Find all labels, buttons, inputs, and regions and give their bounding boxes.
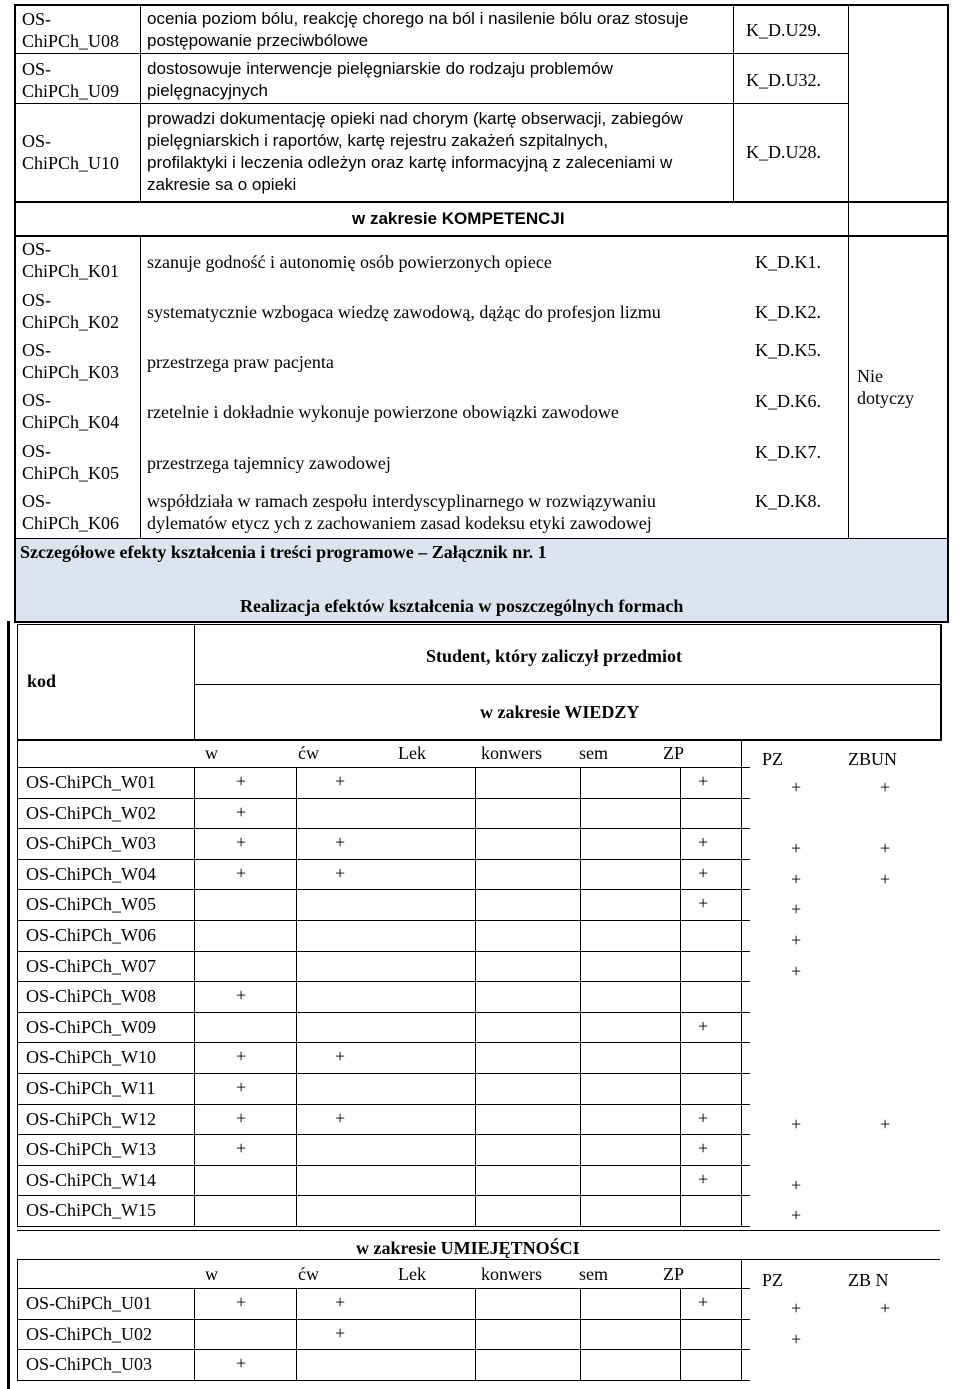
- ref-k04: K_D.K6.: [755, 391, 821, 411]
- w-grid-col-line: [475, 859, 476, 890]
- w-grid-col-line: [475, 798, 476, 829]
- u-grid-mark: +: [236, 1292, 247, 1312]
- ref-k01: K_D.K1.: [755, 252, 821, 272]
- realization-title: Realizacja efektów kształcenia w poszczególnych formach: [240, 596, 684, 616]
- w-grid-row-code: OS-ChiPCh_W06: [26, 925, 157, 945]
- w-grid-col-line: [194, 859, 195, 890]
- w-grid-col-line: [680, 889, 681, 920]
- w-grid-row-line: [17, 798, 750, 799]
- w-grid-col-line: [580, 859, 581, 890]
- code-k04: OS- ChiPCh_K04: [22, 390, 120, 432]
- u-grid-col-header: ZP: [663, 1264, 685, 1284]
- w-grid-col-line: [296, 1012, 297, 1043]
- w-grid-col-line: [194, 1042, 195, 1073]
- u-grid-col-line: [194, 1319, 195, 1350]
- w-grid-row-line: [17, 981, 750, 982]
- w-grid-row-line: [17, 920, 750, 921]
- w-grid-row-line: [17, 1042, 750, 1043]
- outcome-k06-text: współdziała w ramach zespołu interdyscyplinarnego w rozwiązywaniu dylematów etycz ych z zachowaniem zasad kodeksu etyki zawodowej: [147, 491, 656, 533]
- w-grid-col-line: [296, 920, 297, 951]
- w-grid-col-line: [194, 1012, 195, 1043]
- ref-k03: K_D.K5.: [755, 340, 821, 360]
- w-grid-mark: +: [236, 862, 247, 883]
- w-grid-col-line: [194, 889, 195, 920]
- w-grid-col-line: [680, 1165, 681, 1196]
- w-grid-row-line: [17, 951, 750, 952]
- w-grid-mark: +: [791, 899, 802, 920]
- w-grid-col-line: [580, 1073, 581, 1104]
- ref-u10: K_D.U28.: [746, 142, 821, 162]
- w-grid-col-line: [475, 1104, 476, 1135]
- w-grid-mark: +: [880, 777, 891, 797]
- u-grid-col-line: [580, 1288, 581, 1319]
- w-grid-col-header: ZBUN: [848, 749, 897, 769]
- w-grid-col-line: [194, 981, 195, 1012]
- code-k03: OS- ChiPCh_K03: [22, 340, 120, 382]
- w-grid-mark: +: [698, 893, 709, 914]
- w-grid-col-line: [680, 859, 681, 890]
- w-grid-col-line: [580, 1104, 581, 1135]
- u-heading-top-line: [17, 1230, 940, 1231]
- w-grid-col-line: [580, 1134, 581, 1165]
- u-grid-mark: +: [880, 1298, 891, 1318]
- w-grid-row-code: OS-ChiPCh_W08: [26, 986, 157, 1007]
- w-grid-col-line: [194, 798, 195, 829]
- w-grid-col-line: [296, 859, 297, 890]
- u-grid-row-line: [17, 1319, 750, 1320]
- w-grid-col-line: [296, 1042, 297, 1073]
- w-grid-col-line: [580, 889, 581, 920]
- w-grid-row-line: [17, 1073, 750, 1074]
- w-grid-col-line: [580, 1042, 581, 1073]
- w-grid-mark: +: [236, 1107, 247, 1128]
- w-grid-col-line: [475, 1012, 476, 1043]
- w-grid-col-line: [475, 1195, 476, 1226]
- w-grid-col-header: konwers: [481, 743, 542, 763]
- w-grid-mark: +: [698, 1138, 709, 1159]
- outcome-k02-text: systematycznie wzbogaca wiedzę zawodową, dążąc do profesjon lizmu: [147, 302, 661, 322]
- w-grid-mark: +: [698, 1168, 709, 1189]
- w-grid-row-code: OS-ChiPCh_W11: [26, 1078, 156, 1098]
- w-grid-row-code: OS-ChiPCh_W14: [26, 1169, 157, 1190]
- w-grid-mark: +: [880, 838, 891, 859]
- w-grid-mark: +: [698, 1015, 709, 1036]
- outcome-u08-text: ocenia poziom bólu, reakcję chorego na ból i nasilenie bólu oraz stosuje postępowanie przeciwbólowe: [147, 9, 689, 50]
- w-grid-mark: +: [791, 777, 802, 797]
- w-grid-mark: +: [335, 1107, 346, 1128]
- w-grid-row-line: [17, 1195, 750, 1196]
- w-grid-col-line: [580, 951, 581, 982]
- outcome-k03-text: przestrzega praw pacjenta: [147, 352, 334, 372]
- w-grid-row-code: OS-ChiPCh_W02: [26, 802, 157, 823]
- u-grid-mark: +: [791, 1298, 802, 1318]
- w-grid-row-line: [17, 859, 750, 860]
- kod-label: kod: [27, 671, 57, 691]
- w-grid-col-line: [680, 981, 681, 1012]
- w-grid-mark: +: [236, 832, 247, 853]
- u-grid-col-line: [580, 1349, 581, 1380]
- code-u09: OS- ChiPCh_U09: [22, 59, 120, 101]
- w-grid-col-line: [680, 1104, 681, 1135]
- w-grid-row-line: [17, 1165, 750, 1166]
- u-grid-col-line: [296, 1288, 297, 1319]
- w-grid-col-line: [580, 1165, 581, 1196]
- w-grid-row-code: OS-ChiPCh_W15: [26, 1200, 157, 1221]
- w-grid-col-line: [296, 981, 297, 1012]
- w-grid-row-line: [17, 889, 750, 890]
- w-grid-col-line: [680, 1012, 681, 1043]
- w-grid-col-line: [296, 798, 297, 829]
- w-grid-col-header: sem: [579, 743, 608, 763]
- w-grid-mark: +: [236, 771, 247, 791]
- w-grid-col-line: [296, 1195, 297, 1226]
- w-grid-col-line: [475, 1042, 476, 1073]
- w-grid-col-line: [475, 1073, 476, 1104]
- u-grid-col-header: sem: [579, 1264, 608, 1284]
- w-grid-mark: +: [791, 1174, 802, 1195]
- w-grid-row-line: [17, 828, 750, 829]
- w-grid-col-line: [296, 951, 297, 982]
- w-grid-mark: +: [880, 1113, 891, 1134]
- w-grid-col-line: [475, 981, 476, 1012]
- w-grid-mark: +: [791, 1205, 802, 1226]
- w-grid-col-line: [475, 951, 476, 982]
- w-grid-col-line: [296, 1073, 297, 1104]
- w-grid-row-code: OS-ChiPCh_W10: [26, 1047, 157, 1068]
- w-grid-col-line: [296, 828, 297, 859]
- u-grid-col-line: [680, 1349, 681, 1380]
- w-grid-mark: +: [698, 771, 709, 791]
- u-grid-col-header: ćw: [298, 1264, 319, 1284]
- umiejetnosci-heading: w zakresie UMIEJĘTNOŚCI: [356, 1238, 580, 1258]
- w-grid-left-border: [17, 739, 18, 1227]
- w-grid-mark: +: [698, 1107, 709, 1128]
- w-grid-col-line: [680, 1195, 681, 1226]
- u-grid-col-line: [580, 1319, 581, 1350]
- w-grid-mark: +: [791, 838, 802, 859]
- w-grid-row-code: OS-ChiPCh_W05: [26, 894, 157, 915]
- outcome-u09-text: dostosowuje interwencje pielęgniarskie do rodzaju problemów pielęgnacyjnych: [147, 59, 613, 100]
- u-grid-col-line: [680, 1319, 681, 1350]
- w-grid-col-line: [194, 1195, 195, 1226]
- u-heading-bottom-line: [17, 1259, 940, 1260]
- w-grid-col-line: [475, 920, 476, 951]
- w-grid-col-line: [580, 767, 581, 798]
- w-grid-row-code: OS-ChiPCh_W09: [26, 1016, 157, 1037]
- competence-heading: w zakresie KOMPETENCJI: [352, 209, 565, 228]
- w-grid-mark: +: [791, 868, 802, 889]
- appendix-note: Szczegółowe efekty kształcenia i treści programowe – Załącznik nr. 1: [20, 542, 547, 562]
- outcome-u10-text: prowadzi dokumentację opieki nad chorym (kartę obserwacji, zabiegów pielęgniarskich i raportów, kartę rejestru zakażeń szpitalnych, profilaktyki i leczenia odleżyn oraz kartę informacyjną z zaleceniami w zakresie sa o opieki: [147, 109, 683, 194]
- w-grid-col-line: [475, 1165, 476, 1196]
- w-grid-row-code: OS-ChiPCh_W03: [26, 833, 157, 854]
- w-grid-row-code: OS-ChiPCh_W04: [26, 863, 157, 884]
- outcome-k04-text: rzetelnie i dokładnie wykonuje powierzone obowiązki zawodowe: [147, 402, 619, 422]
- u-grid-mark: +: [791, 1328, 802, 1349]
- w-grid-col-line: [580, 828, 581, 859]
- w-grid-mark: +: [236, 801, 247, 822]
- code-u10: OS- ChiPCh_U10: [22, 131, 120, 173]
- w-grid-col-line: [580, 798, 581, 829]
- w-grid-col-header: Lek: [398, 743, 426, 763]
- w-grid-col-line: [296, 889, 297, 920]
- w-grid-col-line: [680, 828, 681, 859]
- w-grid-col-line: [296, 1165, 297, 1196]
- u-grid-col-header: konwers: [481, 1264, 542, 1284]
- w-grid-mark: +: [698, 862, 709, 883]
- w-grid-row-line: [17, 1012, 750, 1013]
- w-grid-col-header: w: [205, 743, 218, 763]
- u-grid-row-line: [17, 1349, 750, 1350]
- u-grid-col-line: [680, 1288, 681, 1319]
- ref-u09: K_D.U32.: [746, 70, 821, 90]
- w-grid-col-line: [680, 1042, 681, 1073]
- w-grid-mark: +: [236, 1138, 247, 1159]
- w-grid-col-line: [194, 1134, 195, 1165]
- code-k06: OS- ChiPCh_K06: [22, 491, 120, 533]
- w-grid-col-line: [296, 767, 297, 798]
- w-grid-col-line: [680, 951, 681, 982]
- w-grid-mark: +: [335, 771, 346, 791]
- w-grid-col-line: [680, 798, 681, 829]
- w-grid-col-line: [194, 1104, 195, 1135]
- w-grid-col-line: [680, 920, 681, 951]
- w-grid-row-code: OS-ChiPCh_W12: [26, 1108, 157, 1129]
- w-grid-mark: +: [236, 1046, 247, 1067]
- u-grid-row-code: OS-ChiPCh_U01: [26, 1293, 153, 1313]
- u-grid-header-line: [17, 1288, 750, 1289]
- w-grid-col-line: [580, 1012, 581, 1043]
- w-grid-mark: +: [791, 960, 802, 981]
- u-grid-col-line: [475, 1288, 476, 1319]
- ref-k05: K_D.K7.: [755, 442, 821, 462]
- u-grid-left-border: [17, 1260, 18, 1381]
- w-grid-row-code: OS-ChiPCh_W01: [26, 772, 157, 792]
- w-grid-col-line: [194, 1165, 195, 1196]
- w-grid-mark: +: [335, 832, 346, 853]
- w-grid-col-line: [194, 1073, 195, 1104]
- w-grid-row-line: [17, 1104, 750, 1105]
- u-grid-col-line: [296, 1349, 297, 1380]
- code-k05: OS- ChiPCh_K05: [22, 441, 120, 483]
- w-grid-mark: +: [236, 1077, 247, 1097]
- w-grid-col-line: [194, 767, 195, 798]
- u-grid-col-line: [194, 1349, 195, 1380]
- u-grid-row-line: [17, 1380, 750, 1381]
- w-grid-header-line: [17, 767, 750, 768]
- u-grid-col-header: w: [205, 1264, 218, 1284]
- w-grid-col-line: [194, 951, 195, 982]
- code-u08: OS- ChiPCh_U08: [22, 9, 120, 51]
- outcome-k05-text: przestrzega tajemnicy zawodowej: [147, 453, 391, 473]
- u-grid-col-header: PZ: [762, 1270, 784, 1290]
- w-grid-row-code: OS-ChiPCh_W13: [26, 1139, 157, 1160]
- u-grid-col-header: ZB N: [848, 1270, 889, 1290]
- w-grid-col-header: ćw: [298, 743, 319, 763]
- w-grid-col-header: ZP: [663, 743, 685, 763]
- w-grid-col-line: [475, 828, 476, 859]
- u-grid-row-code: OS-ChiPCh_U03: [26, 1354, 153, 1375]
- w-grid-col-line: [296, 1104, 297, 1135]
- u-grid-col-header: Lek: [398, 1264, 426, 1284]
- w-grid-mark: +: [698, 832, 709, 853]
- w-grid-mark: +: [335, 862, 346, 883]
- w-grid-col-line: [680, 1073, 681, 1104]
- wiedza-heading: w zakresie WIEDZY: [480, 702, 640, 722]
- w-grid-mark: +: [236, 985, 247, 1006]
- u-grid-col-line: [296, 1319, 297, 1350]
- u-grid-col-line: [475, 1349, 476, 1380]
- w-grid-row-code: OS-ChiPCh_W07: [26, 955, 157, 976]
- outcome-k01-text: szanuje godność i autonomię osób powierzonych opiece: [147, 252, 552, 272]
- w-grid-col-line: [296, 1134, 297, 1165]
- code-k02: OS- ChiPCh_K02: [22, 290, 120, 332]
- w-grid-mark: +: [335, 1046, 346, 1067]
- w-grid-row-line: [17, 1134, 750, 1135]
- w-grid-col-line: [580, 981, 581, 1012]
- w-grid-col-line: [194, 920, 195, 951]
- u-grid-mark: +: [236, 1353, 247, 1374]
- w-grid-col-line: [580, 1195, 581, 1226]
- w-grid-mark: +: [791, 930, 802, 950]
- w-grid-right-line: [741, 739, 742, 1226]
- w-grid-col-line: [475, 1134, 476, 1165]
- w-grid-mark: +: [791, 1113, 802, 1134]
- u-grid-mark: +: [335, 1292, 346, 1312]
- u-grid-col-line: [475, 1319, 476, 1350]
- w-grid-col-header: PZ: [762, 749, 784, 769]
- ref-k06: K_D.K8.: [755, 491, 821, 511]
- w-grid-col-line: [475, 889, 476, 920]
- ref-u08: K_D.U29.: [746, 20, 821, 40]
- w-grid-col-line: [475, 767, 476, 798]
- u-grid-mark: +: [335, 1322, 346, 1343]
- student-label: Student, który zaliczył przedmiot: [426, 646, 682, 666]
- w-grid-row-line: [17, 1226, 750, 1227]
- ref-k02: K_D.K2.: [755, 302, 821, 322]
- u-grid-mark: +: [698, 1292, 709, 1312]
- code-k01: OS- ChiPCh_K01: [22, 239, 120, 281]
- u-grid-right-line: [741, 1260, 742, 1380]
- w-grid-col-line: [680, 1134, 681, 1165]
- w-grid-col-line: [194, 828, 195, 859]
- not-applicable-note: Nie dotyczy: [857, 366, 914, 408]
- w-grid-col-line: [680, 767, 681, 798]
- w-grid-mark: +: [880, 868, 891, 889]
- u-grid-row-code: OS-ChiPCh_U02: [26, 1323, 153, 1344]
- u-grid-col-line: [194, 1288, 195, 1319]
- w-grid-col-line: [580, 920, 581, 951]
